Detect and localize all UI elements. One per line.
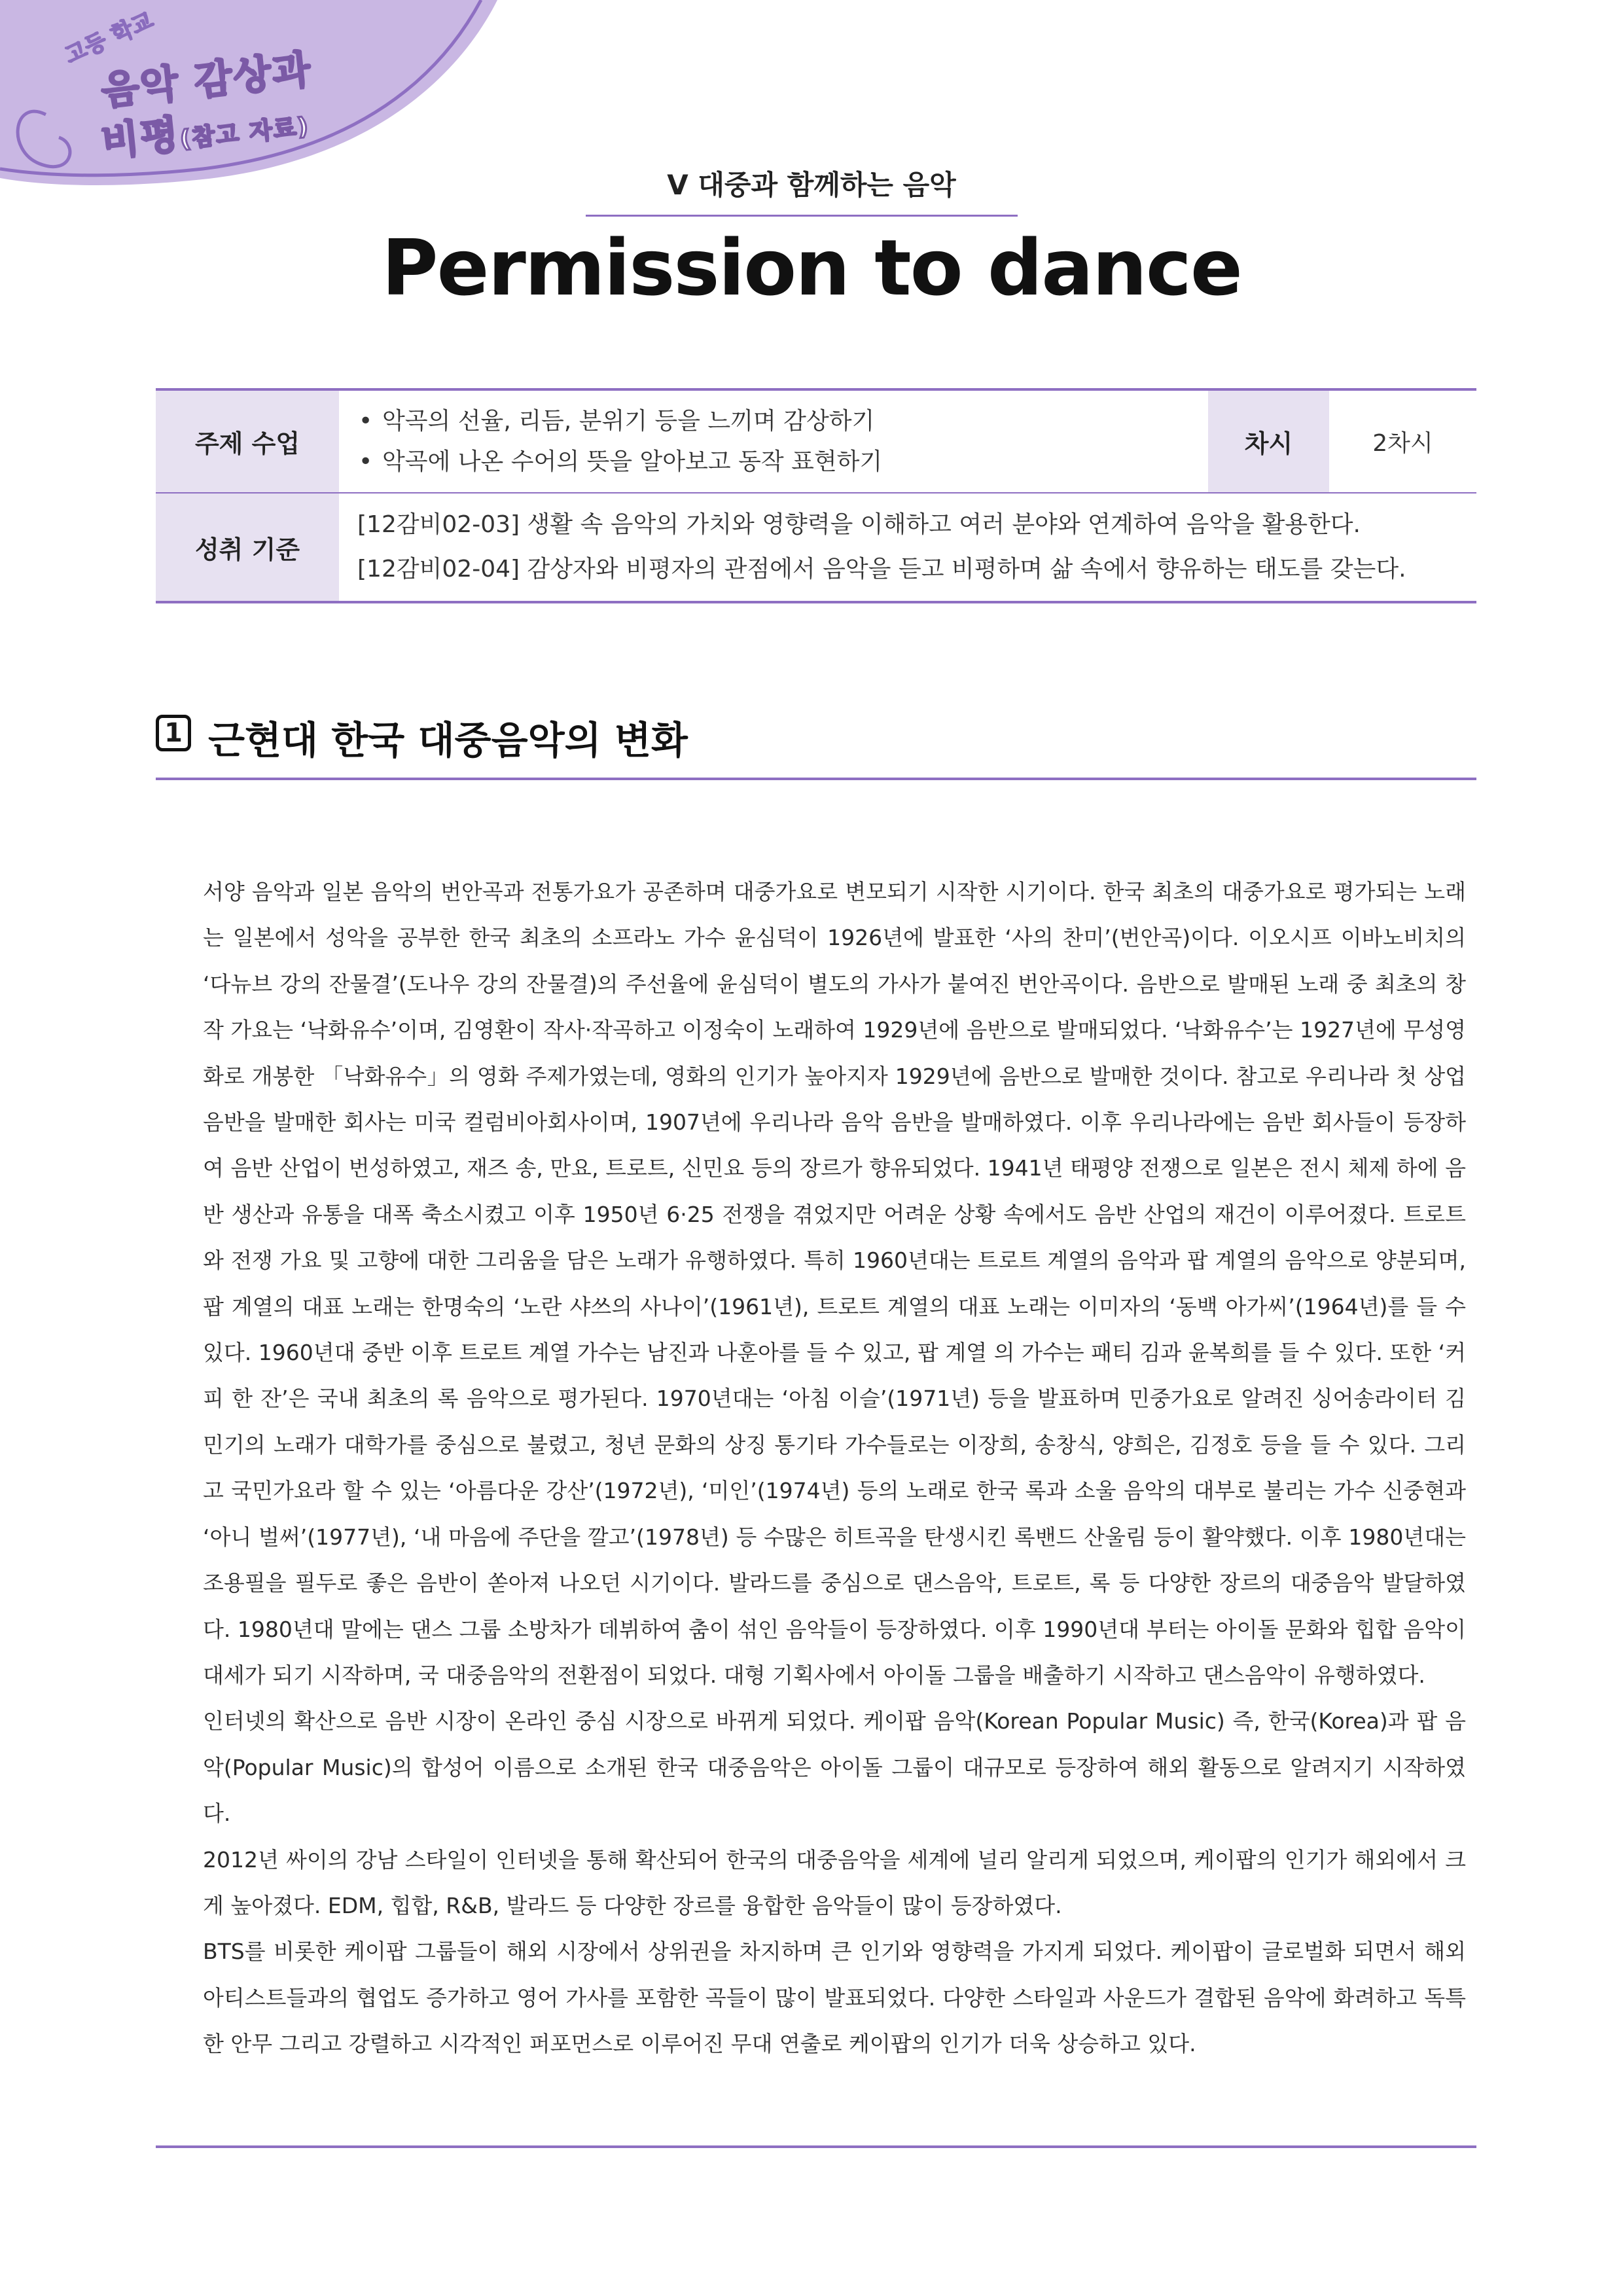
- topic-item: • 악곡에 나온 수어의 뜻을 알아보고 동작 표현하기: [359, 448, 883, 475]
- achievement-row: [156, 492, 1476, 601]
- badge-line2-main: 비평: [99, 111, 182, 166]
- paragraph: 인터넷의 확산으로 음반 시장이 온라인 중심 시장으로 바뀌게 되었다. 케이팝 음악(Korean Popular Music) 즉, 한국(Korea)과 팝 음악(Popular Music)의 합성어 이름으로 소개된 한국 대중음악은 아이돌 그룹이 대규모로 등장하여 해외 활동으로 알려지기 시작하였다.: [203, 1708, 1466, 1827]
- paragraph: 서양 음악과 일본 음악의 번안곡과 전통가요가 공존하며 대중가요로 변모되기 시작한 시기이다. 한국 최초의 대중가요로 평가되는 노래는 일본에서 성악을 공부한 한국 최초의 소프라노 가수 윤심덕이 1926년에 발표한 ‘사의 찬미’(번안곡)이다. 이오시프 이바노비치의 ‘다뉴브 강의 잔물결’(도나우 강의 잔물결)의 주선율에 윤심덕이 별도의 가사가 붙여진 번안곡이다. 음반으로 발매된 노래 중 최초의 창작 가요는 ‘낙화유수’이며, 김영환이 작사·작곡하고 이정숙이 노래하여 1929년에 음반으로 발매되었다. ‘낙화유수’는 1927년에 무성영화로 개봉한 「낙화유수」의 영화 주제가였는데, 영화의 인기가 높아지자 1929년에 음반으로 발매한 것이다. 참고로 우리나라 첫 상업 음반을 발매한 회사는 미국 컬럼비아회사이며, 1907년에 우리나라 음악 음반을 발매하였다. 이후 우리나라에는 음반 회사들이 등장하여 음반 산업이 번성하였고, 재즈 송, 만요, 트로트, 신민요 등의 장르가 향유되었다. 1941년 태평양 전쟁으로 일본은 전시 체제 하에 음반 생산과 유통을 대폭 축소시켰고 이후 1950년 6·25 전쟁을 겪었지만 어려운 상황 속에서도 음반 산업의 재건이 이루어졌다. 트로트와 전쟁 가요 및 고향에 대한 그리움을 담은 노래가 유행하였다. 특히 1960년대는 트로트 계열의 음악과 팝 계열의 음악으로 양분되며, 팝 계열의 대표 노래는 한명숙의 ‘노란 샤쓰의 사나이’(1961년), 트로트 계열의 대표 노래는 이미자의 ‘동백 아가씨’(1964년)를 들 수 있다. 1960년대 중반 이후 트로트 계열 가수는 남진과 나훈아를 들 수 있고, 팝 계열 의 가수는 패티 김과 윤복희를 들 수 있다. 또한 ‘커피 한 잔’은 국내 최초의 록 음악으로 평가된다. 1970년대는 ‘아침 이슬’(1971년) 등을 발표하며 민중가요로 알려진 싱어송라이터 김민기의 노래가 대학가를 중심으로 불렸고, 청년 문화의 상징 통기타 가수들로는 이장희, 송창식, 양희은, 김정호 등을 들 수 있다. 그리고 국민가요라 할 수 있는 ‘아름다운 강산’(1972년), ‘미인’(1974년) 등의 노래로 한국 록과 소울 음악의 대부로 불리는 가수 신중현과 ‘아니 벌써’(1977년), ‘내 마음에 주단을 깔고’(1978년) 등 수많은 히트곡을 탄생시킨 록밴드 산울림 등이 활약했다. 이후 1980년대는 조용필을 필두로 좋은 음반이 쏟아져 나오던 시기이다. 발라드를 중심으로 댄스음악, 트로트, 록 등 다양한 장르의 대중음악 발달하였다. 1980년대 말에는 댄스 그룹 소방차가 데뷔하여 춤이 섞인 음악들이 등장하였다. 이후 1990년대 부터는 아이돌 문화와 힙합 음악이 대세가 되기 시작하며, 국 대중음악의 전환점이 되었다. 대형 기획사에서 아이돌 그룹을 배출하기 시작하고 댄스음악이 유행하였다.: [203, 879, 1466, 1688]
- badge-line2-sub: (참고 자료): [179, 113, 311, 154]
- topic-list: [339, 391, 1208, 492]
- unit-title-underline: [586, 215, 1018, 217]
- footer-divider: [156, 2145, 1476, 2148]
- achievement-item: [12감비02-03] 생활 속 음악의 가치와 영향력을 이해하고 여러 분야와 연계하여 음악을 활용한다.: [357, 511, 1361, 538]
- section-heading: [156, 706, 1476, 780]
- topic-row: [156, 391, 1476, 492]
- badge-school-level: 고등 학교: [61, 7, 158, 69]
- badge-subject-line1: 음악 감상과: [99, 46, 314, 115]
- topic-label: 주제 수업: [156, 391, 339, 492]
- body-text: [203, 869, 1466, 2068]
- unit-title: V 대중과 함께하는 음악: [667, 169, 956, 201]
- achievement-label: 성취 기준: [156, 493, 339, 601]
- paragraph: BTS를 비롯한 케이팝 그룹들이 해외 시장에서 상위권을 차지하며 큰 인기와 영향력을 가지게 되었다. 케이팝이 글로벌화 되면서 해외 아티스트들과의 협업도 증가하고 영어 가사를 포함한 곡들이 많이 발표되었다. 다양한 스타일과 사운드가 결합된 음악에 화려하고 독특한 안무 그리고 강렬하고 시각적인 퍼포먼스로 이루어진 무대 연출로 케이팝의 인기가 더욱 상승하고 있다.: [203, 1939, 1466, 2057]
- period-value: 2차시: [1372, 430, 1433, 457]
- section-title: 근현대 한국 대중음악의 변화: [208, 718, 688, 762]
- achievement-item: [12감비02-04] 감상자와 비평자의 관점에서 음악을 듣고 비평하며 삶 속에서 향유하는 태도를 갖는다.: [357, 556, 1406, 583]
- achievement-list: [339, 493, 1476, 601]
- lesson-info-table: [156, 388, 1476, 603]
- topic-item: • 악곡의 선율, 리듬, 분위기 등을 느끼며 감상하기: [359, 407, 875, 435]
- section-number: 1: [156, 715, 191, 751]
- page-title: Permission to dance: [382, 223, 1241, 313]
- paragraph: 2012년 싸이의 강남 스타일이 인터넷을 통해 확산되어 한국의 대중음악을 세계에 널리 알리게 되었으며, 케이팝의 인기가 해외에서 크게 높아졌다. EDM, 힙합, R&B, 발라드 등 다양한 장르를 융합한 음악들이 많이 등장하였다.: [203, 1846, 1466, 1918]
- period-label: 차시: [1208, 391, 1329, 492]
